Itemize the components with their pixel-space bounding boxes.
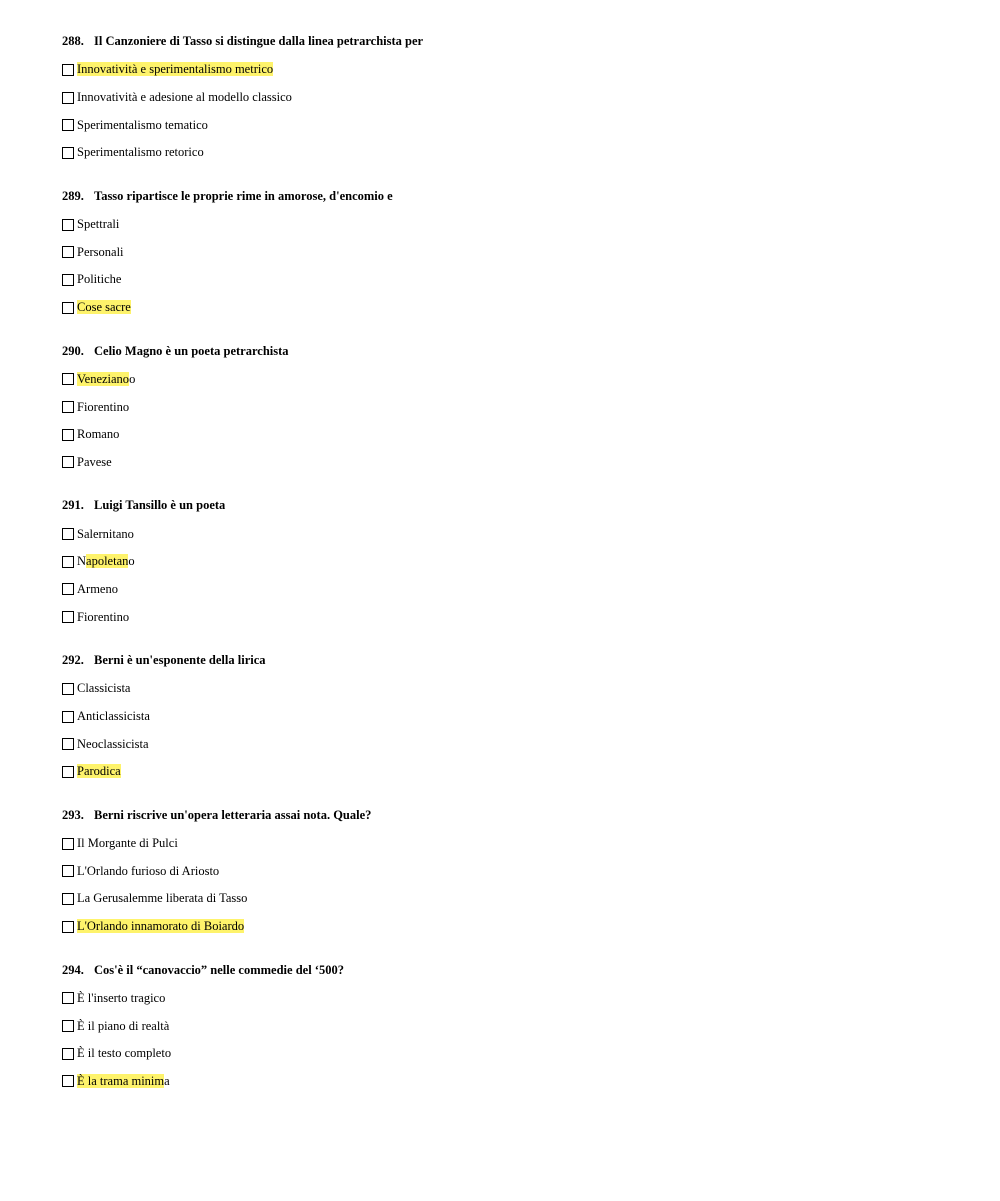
question-text: Berni è un'esponente della lirica <box>94 653 266 667</box>
answer-option[interactable] <box>62 294 962 322</box>
question-block <box>62 804 962 941</box>
question-text: Celio Magno è un poeta petrarchista <box>94 343 289 358</box>
highlighted-answer-text: È la trama minim <box>77 1073 165 1088</box>
answer-text: L'Orlando furioso di Ariosto <box>77 863 220 878</box>
answer-option[interactable] <box>62 675 962 703</box>
answer-option[interactable] <box>62 730 962 758</box>
answer-text: È il testo completo <box>77 1046 172 1061</box>
answer-checkbox[interactable] <box>62 302 74 314</box>
answer-label <box>77 427 119 442</box>
highlighted-answer-text: L'Orlando innamorato di Boiardo <box>77 919 245 934</box>
answer-label <box>77 272 121 287</box>
question-title <box>62 804 962 826</box>
answer-option[interactable] <box>62 421 962 449</box>
question-title <box>62 185 962 207</box>
answer-text: Sperimentalismo retorico <box>77 145 204 160</box>
question-block <box>62 185 962 322</box>
answer-checkbox[interactable] <box>62 528 74 540</box>
answer-option[interactable] <box>62 1012 962 1040</box>
answer-checkbox[interactable] <box>62 456 74 468</box>
answer-checkbox[interactable] <box>62 1020 74 1032</box>
answer-option[interactable] <box>62 1040 962 1068</box>
highlighted-answer-text: apoletan <box>86 554 129 569</box>
answer-checkbox[interactable] <box>62 1048 74 1060</box>
answer-label <box>77 1074 170 1089</box>
answer-text: Spettrali <box>77 217 120 232</box>
answer-option[interactable] <box>62 985 962 1013</box>
answer-checkbox[interactable] <box>62 611 74 623</box>
answer-label <box>77 1019 169 1034</box>
answer-label <box>77 610 129 625</box>
answer-text: Personali <box>77 244 124 259</box>
answer-checkbox[interactable] <box>62 274 74 286</box>
answer-option[interactable] <box>62 913 962 941</box>
question-number: 291. <box>62 498 84 513</box>
answer-label <box>77 62 273 77</box>
question-title <box>62 340 962 362</box>
question-block <box>62 649 962 786</box>
answer-label <box>77 118 208 133</box>
answer-option[interactable] <box>62 366 962 394</box>
highlighted-answer-text: Cose sacre <box>77 300 131 315</box>
answer-label <box>77 1046 171 1061</box>
answer-text: o <box>129 371 136 386</box>
answer-text: Il Morgante di Pulci <box>77 836 178 851</box>
answer-text: Anticlassicista <box>77 709 150 724</box>
answer-label <box>77 455 112 470</box>
answer-label <box>77 245 124 260</box>
answer-checkbox[interactable] <box>62 401 74 413</box>
answer-label <box>77 991 165 1006</box>
question-block <box>62 494 962 631</box>
answer-option[interactable] <box>62 603 962 631</box>
answer-checkbox[interactable] <box>62 766 74 778</box>
answer-label <box>77 145 204 160</box>
answer-text: Politiche <box>77 272 122 287</box>
question-block <box>62 30 962 167</box>
answer-text: Classicista <box>77 681 131 696</box>
answer-text: Fiorentino <box>77 399 130 414</box>
answer-option[interactable] <box>62 548 962 576</box>
answer-text: Armeno <box>77 581 118 596</box>
question-number: 290. <box>62 343 84 358</box>
question-block <box>62 959 962 1096</box>
question-number: 288. <box>62 34 84 48</box>
answer-label <box>77 554 135 569</box>
answer-text: Pavese <box>77 454 112 469</box>
answer-text: Neoclassicista <box>77 736 149 751</box>
answer-option[interactable] <box>62 449 962 477</box>
question-title <box>62 30 962 52</box>
question-text: Il Canzoniere di Tasso si distingue dalla linea petrarchista per <box>94 34 424 48</box>
answer-label <box>77 300 131 315</box>
answer-label <box>77 737 149 752</box>
answer-checkbox[interactable] <box>62 583 74 595</box>
answer-text: Fiorentino <box>77 609 130 624</box>
question-number: 289. <box>62 188 84 203</box>
answer-text: o <box>128 554 135 569</box>
answer-option[interactable] <box>62 238 962 266</box>
answer-option[interactable] <box>62 576 962 604</box>
answer-text: È l'inserto tragico <box>77 990 166 1005</box>
answer-label <box>77 527 134 542</box>
answer-checkbox[interactable] <box>62 64 74 76</box>
answer-checkbox[interactable] <box>62 373 74 385</box>
answer-checkbox[interactable] <box>62 119 74 131</box>
answer-label <box>77 681 130 696</box>
answer-label <box>77 372 135 387</box>
answer-option[interactable] <box>62 111 962 139</box>
answer-text: Innovatività e adesione al modello classico <box>77 90 292 105</box>
answer-option[interactable] <box>62 520 962 548</box>
question-title <box>62 959 962 981</box>
answer-text: Salernitano <box>77 526 134 541</box>
answer-option[interactable] <box>62 703 962 731</box>
answer-checkbox[interactable] <box>62 838 74 850</box>
answer-option[interactable] <box>62 393 962 421</box>
answer-checkbox[interactable] <box>62 738 74 750</box>
question-text: Tasso ripartisce le proprie rime in amorose, d'encomio e <box>94 188 393 203</box>
answer-label <box>77 582 118 597</box>
answer-label <box>77 836 178 851</box>
highlighted-answer-text: Parodica <box>77 764 121 779</box>
answer-checkbox[interactable] <box>62 147 74 159</box>
answer-option[interactable] <box>62 830 962 858</box>
answer-option[interactable] <box>62 84 962 112</box>
answer-text: Romano <box>77 427 120 442</box>
answer-checkbox[interactable] <box>62 429 74 441</box>
answer-option[interactable] <box>62 139 962 167</box>
question-text: Cos'è il “canovaccio” nelle commedie del ‘500? <box>94 962 344 977</box>
answer-option[interactable] <box>62 1068 962 1096</box>
answer-label <box>77 919 244 934</box>
answer-checkbox[interactable] <box>62 893 74 905</box>
answer-label <box>77 709 150 724</box>
answer-label <box>77 764 121 779</box>
answer-text: N <box>77 554 87 569</box>
answer-checkbox[interactable] <box>62 1075 74 1087</box>
answer-option[interactable] <box>62 211 962 239</box>
answer-checkbox[interactable] <box>62 92 74 104</box>
answer-checkbox[interactable] <box>62 711 74 723</box>
answer-label <box>77 90 292 105</box>
answer-checkbox[interactable] <box>62 992 74 1004</box>
answer-label <box>77 864 219 879</box>
question-number: 294. <box>62 962 84 977</box>
answer-option[interactable] <box>62 758 962 786</box>
answer-text: La Gerusalemme liberata di Tasso <box>77 891 248 906</box>
answer-text: È il piano di realtà <box>77 1018 170 1033</box>
question-title <box>62 649 962 671</box>
answer-checkbox[interactable] <box>62 865 74 877</box>
answer-option[interactable] <box>62 56 962 84</box>
answer-checkbox[interactable] <box>62 921 74 933</box>
highlighted-answer-text: Innovatività e sperimentalismo metrico <box>77 62 274 77</box>
question-number: 293. <box>62 807 84 822</box>
question-title <box>62 494 962 516</box>
question-block <box>62 340 962 477</box>
answer-checkbox[interactable] <box>62 556 74 568</box>
question-number: 292. <box>62 653 84 667</box>
highlighted-answer-text: Veneziano <box>77 371 130 386</box>
answer-checkbox[interactable] <box>62 683 74 695</box>
answer-checkbox[interactable] <box>62 246 74 258</box>
answer-text: Sperimentalismo tematico <box>77 117 208 132</box>
answer-label <box>77 217 119 232</box>
answer-option[interactable] <box>62 266 962 294</box>
quiz-page <box>62 30 962 1113</box>
answer-label <box>77 400 129 415</box>
question-text: Luigi Tansillo è un poeta <box>94 498 226 513</box>
answer-text: a <box>164 1073 170 1088</box>
answer-option[interactable] <box>62 857 962 885</box>
question-text: Berni riscrive un'opera letteraria assai nota. Quale? <box>94 807 372 822</box>
answer-option[interactable] <box>62 885 962 913</box>
answer-checkbox[interactable] <box>62 219 74 231</box>
answer-label <box>77 891 247 906</box>
